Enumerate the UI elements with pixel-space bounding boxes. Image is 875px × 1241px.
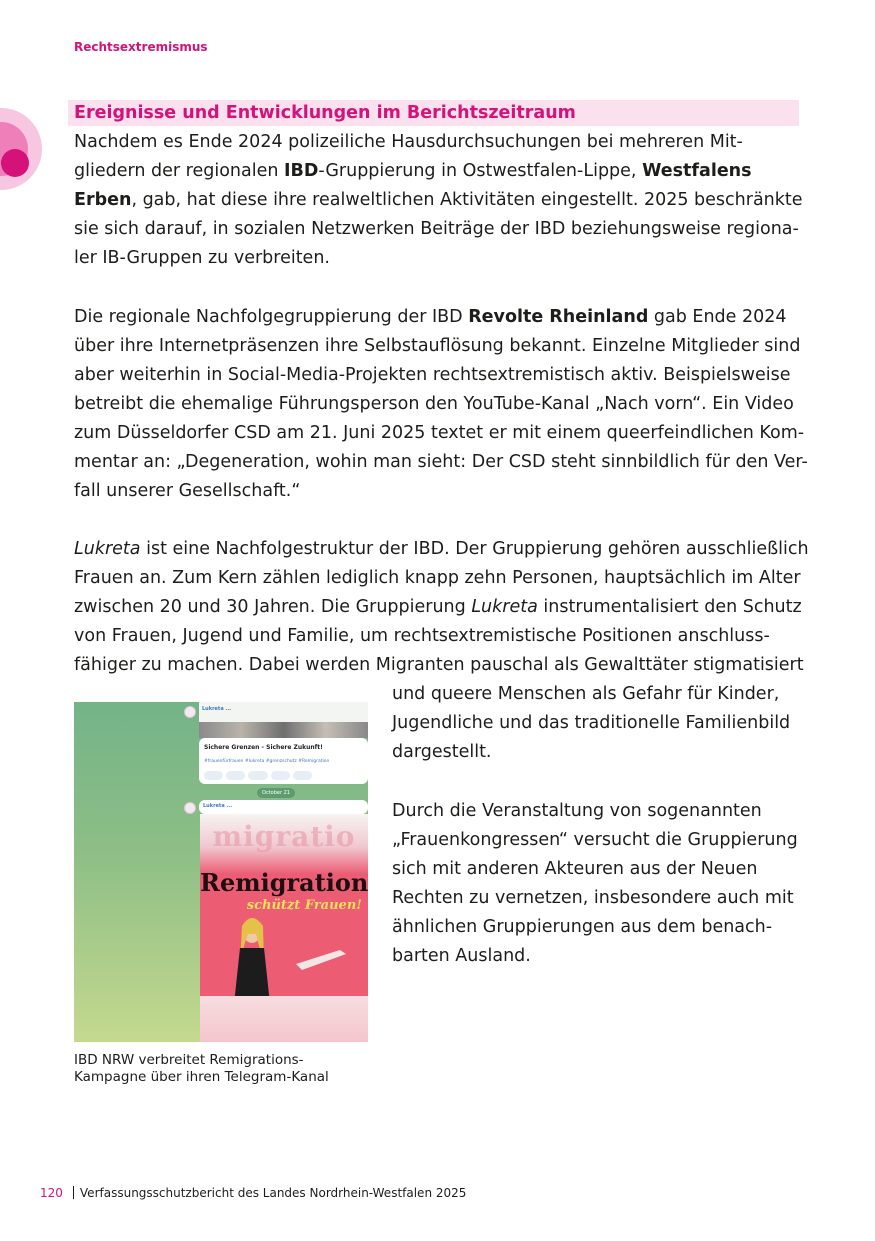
poster-title: Remigration bbox=[200, 868, 368, 897]
remigration-poster bbox=[200, 814, 368, 1042]
page-number: 120 bbox=[40, 1186, 63, 1200]
page-footer bbox=[40, 1186, 466, 1200]
post-text: Sichere Grenzen - Sichere Zukunft! bbox=[204, 744, 323, 751]
post-photo bbox=[199, 722, 368, 738]
section-title: Ereignisse und Entwicklungen im Berichtszeitraum bbox=[68, 100, 799, 126]
paragraph-lukreta: Lukreta ist eine Nachfolgestruktur der IBD. Der Gruppierung gehören ausschließlich Frauen an. Zum Kern zählen lediglich knapp zehn Personen, hauptsächlich im Alter zwischen 20 und 30 Jahren. Die Gruppierung Lukreta instrumentalisiert den Schutz von Frauen, Jugend und Familie, um rechtsextremistische Positionen anschluss- fähiger zu machen. Dabei werden Migranten pauschal als Gewalttäter stigmatisiert bbox=[74, 539, 809, 675]
paragraph-lukreta-continued: und queere Menschen als Gefahr für Kinder, Jugendliche und das traditionelle Familienbild dargestellt. bbox=[392, 684, 791, 762]
avatar bbox=[184, 802, 196, 814]
poster-subtitle: schützt Frauen! bbox=[246, 898, 362, 913]
footer-divider bbox=[73, 1186, 74, 1199]
avatar bbox=[184, 706, 196, 718]
sender-name: Lukreta ... bbox=[202, 706, 232, 712]
channel-header bbox=[199, 702, 368, 722]
decorative-circle-icon bbox=[0, 108, 42, 190]
post-hashtags: #frauenfürfrauen #lukreta #grenzschutz #Remigration bbox=[204, 759, 330, 764]
paragraph-ibd-owl: Nachdem es Ende 2024 polizeiliche Hausdurchsuchungen bei mehreren Mit- gliedern der regionalen IBD-Gruppierung in Ostwestfalen-Lippe, Westfalens Erben, gab, hat diese ihre realweltlichen Aktivitäten eingestellt. 2025 beschränkte sie sich darauf, in sozialen Netzwerken Beiträge der IBD beziehungsweise regiona- ler IB-Gruppen zu verbreiten. bbox=[74, 132, 803, 268]
footer-title: Verfassungsschutzbericht des Landes Nordrhein-Westfalen 2025 bbox=[79, 1186, 467, 1200]
date-chip: October 21 bbox=[257, 788, 295, 798]
paragraph-frauenkongresse: Durch die Veranstaltung von sogenannten „Frauenkongressen“ versucht die Gruppierung sich mit anderen Akteuren aus der Neuen Rechten zu vernetzen, insbesondere auch mit ähnlichen Gruppierungen aus dem benach- barten Ausland. bbox=[392, 801, 798, 966]
paragraph-revolte-rheinland: Die regionale Nachfolgegruppierung der IBD Revolte Rheinland gab Ende 2024 über ihre Internetpräsenzen ihre Selbstauflösung bekannt. Einzelne Mitglieder sind aber weiterhin in Social-Media-Projekten rechtsextremistisch aktiv. Beispielsweise betreibt die ehemalige Führungsperson den YouTube-Kanal „Nach vorn“. Ein Video zum Düsseldorfer CSD am 21. Juni 2025 textet er mit einem queerfeindlichen Kom- mentar an: „Degeneration, wohin man sieht: Der CSD steht sinnbildlich für den Ver- fall unserer Gesellschaft.“ bbox=[74, 307, 808, 501]
sender-name: Lukreta ... bbox=[203, 803, 233, 809]
telegram-screenshot-image bbox=[74, 702, 368, 1042]
reactions-row bbox=[204, 771, 312, 780]
figure-caption: IBD NRW verbreitet Remigrations- Kampagne über ihren Telegram-Kanal bbox=[74, 1052, 329, 1085]
poster-blurred-text: migratio bbox=[212, 820, 356, 853]
running-header: Rechtsextremismus bbox=[74, 40, 208, 54]
